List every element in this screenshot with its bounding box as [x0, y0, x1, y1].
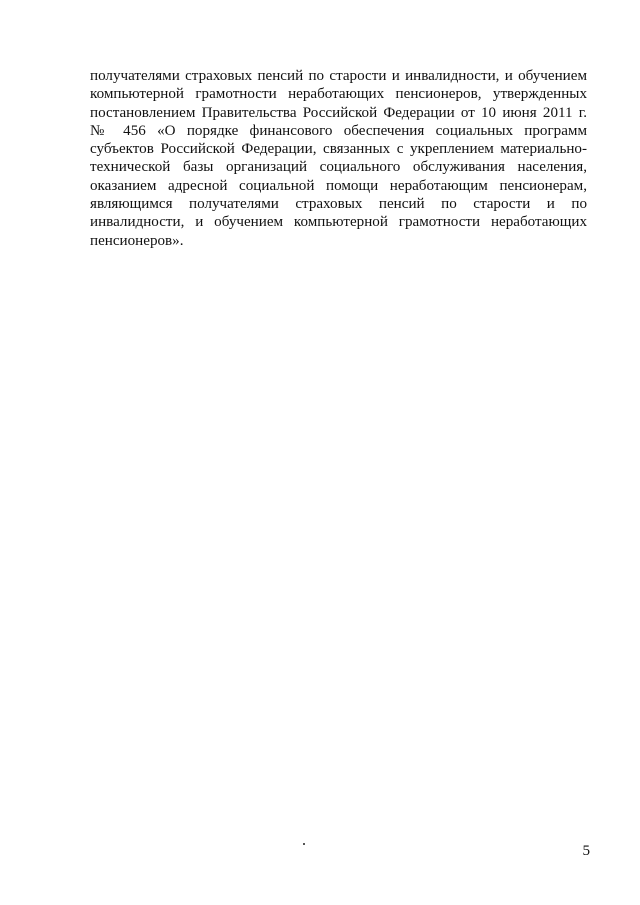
body-paragraph — [90, 67, 587, 250]
paragraph-line: инвалидности, и обучением компьютерной грамотности неработающих — [90, 214, 587, 231]
paragraph-line: получателями страховых пенсий по старости и инвалидности, и обучением — [90, 68, 587, 84]
paragraph-line: являющимся получателями страховых пенсий по старости и по — [90, 196, 587, 213]
paragraph-line: оказанием адресной социальной помощи неработающим пенсионерам, — [90, 177, 587, 194]
paragraph-line: компьютерной грамотности неработающих пенсионеров, утвержденных — [90, 86, 587, 103]
page-number: 5 — [582, 843, 590, 859]
paragraph-line: субъектов Российской Федерации, связанных с укреплением материально- — [90, 141, 587, 158]
paragraph-line: пенсионеров». — [90, 232, 184, 249]
paragraph-line: технической базы организаций социального обслуживания населения, — [90, 159, 587, 176]
paragraph-line: постановлением Правительства Российской Федерации от 10 июня 2011 г. — [90, 104, 587, 121]
scan-speck — [303, 843, 305, 845]
paragraph-line: № 456 «О порядке финансового обеспечения социальных программ — [90, 122, 587, 139]
